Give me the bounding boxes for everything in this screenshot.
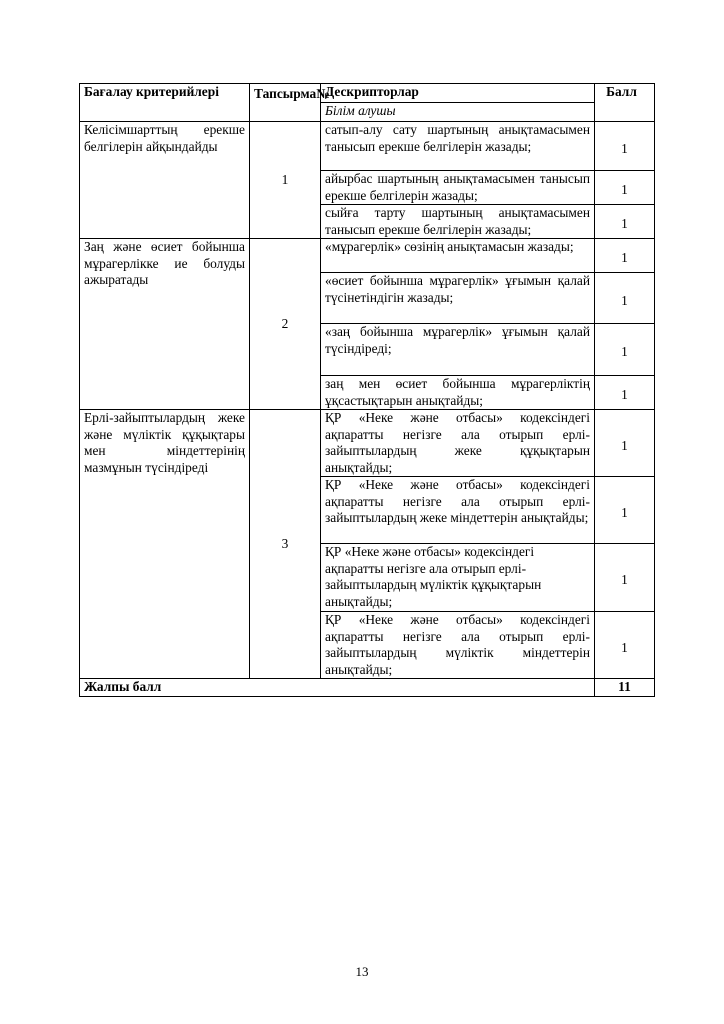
ball-cell: 1 bbox=[595, 477, 655, 544]
descriptor-cell: сыйға тарту шартының анықтамасымен танысып ерекше белгілерін жазады; bbox=[321, 205, 595, 239]
descriptor-cell: ҚР «Неке және отбасы» кодексіндегі ақпаратты негізге ала отырып ерлі-зайыптылардың мүліктік міндеттерін анықтайды; bbox=[321, 612, 595, 679]
descriptor-cell: заң мен өсиет бойынша мұрагерліктің ұқсастықтарын анықтайды; bbox=[321, 376, 595, 410]
descriptor-cell: айырбас шартының анықтамасымен танысып ерекше белгілерін жазады; bbox=[321, 171, 595, 205]
table-row bbox=[80, 410, 655, 477]
header-task-label: Тапсырма№ bbox=[254, 86, 330, 101]
task-number: 2 bbox=[250, 239, 321, 410]
header-row bbox=[80, 84, 655, 103]
ball-cell: 1 bbox=[595, 273, 655, 324]
ball-cell: 1 bbox=[595, 612, 655, 679]
criterion-cell: Заң және өсиет бойынша мұрагерлікке ие болуды ажыратады bbox=[80, 239, 250, 410]
table-row bbox=[80, 239, 655, 273]
descriptor-cell: «мұрагерлік» сөзінің анықтамасын жазады; bbox=[321, 239, 595, 273]
task-number: 3 bbox=[250, 410, 321, 679]
header-ball: Балл bbox=[595, 84, 655, 122]
criterion-cell: Ерлі-зайыптылардың жеке және мүліктік құқықтары мен міндеттерінің мазмұнын түсіндіреді bbox=[80, 410, 250, 679]
criterion-cell: Келісімшарттың ерекше белгілерін айқындайды bbox=[80, 122, 250, 239]
descriptor-cell: ҚР «Неке және отбасы» кодексіндегі ақпаратты негізге ала отырып ерлі-зайыптылардың жеке міндеттерін анықтайды; bbox=[321, 477, 595, 544]
page-number: 13 bbox=[355, 964, 369, 979]
ball-cell: 1 bbox=[595, 410, 655, 477]
task-number: 1 bbox=[250, 122, 321, 239]
ball-cell: 1 bbox=[595, 239, 655, 273]
ball-cell: 1 bbox=[595, 324, 655, 376]
header-task bbox=[250, 84, 330, 122]
ball-cell: 1 bbox=[595, 376, 655, 410]
header-student: Білім алушы bbox=[321, 103, 595, 122]
table-row bbox=[80, 122, 655, 171]
descriptor-cell: ҚР «Неке және отбасы» кодексіндегі ақпаратты негізге ала отырып ерлі-зайыптылардың мүліктік құқықтарын анықтайды; bbox=[321, 544, 595, 612]
assessment-table bbox=[79, 83, 655, 697]
total-value: 11 bbox=[595, 679, 655, 697]
ball-cell: 1 bbox=[595, 171, 655, 205]
ball-cell: 1 bbox=[595, 205, 655, 239]
descriptor-cell: ҚР «Неке және отбасы» кодексіндегі ақпаратты негізге ала отырып ерлі-зайыптылардың жеке құқықтарын анықтайды; bbox=[321, 410, 595, 477]
descriptor-cell: сатып-алу сату шартының анықтамасымен танысып ерекше белгілерін жазады; bbox=[321, 122, 595, 171]
descriptor-cell: «өсиет бойынша мұрагерлік» ұғымын қалай түсінетіндігін жазады; bbox=[321, 273, 595, 324]
header-descriptors: Дескрипторлар bbox=[321, 84, 595, 103]
total-row bbox=[80, 679, 655, 697]
ball-cell: 1 bbox=[595, 544, 655, 612]
total-label: Жалпы балл bbox=[80, 679, 595, 697]
descriptor-cell: «заң бойынша мұрагерлік» ұғымын қалай түсіндіреді; bbox=[321, 324, 595, 376]
ball-cell: 1 bbox=[595, 122, 655, 171]
header-criteria: Бағалау критерийлері bbox=[80, 84, 250, 122]
